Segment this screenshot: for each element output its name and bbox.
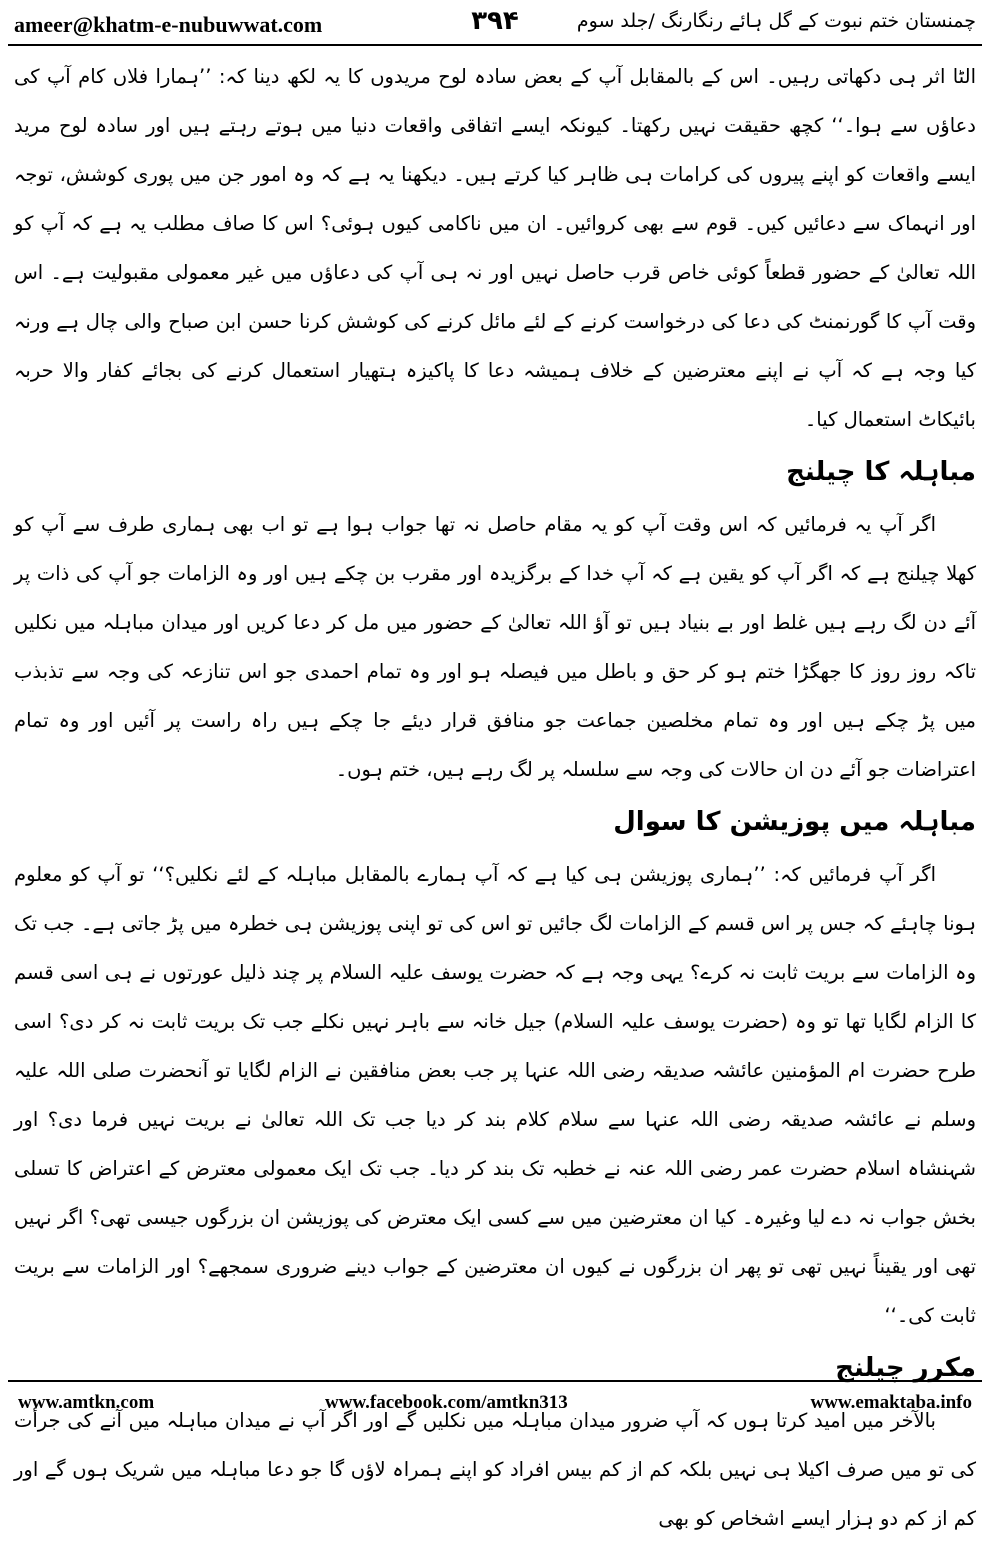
page-footer — [0, 1384, 990, 1420]
body-paragraph: اگر آپ یہ فرمائیں کہ اس وقت آپ کو یہ مقام حاصل نہ تھا جواب ہوا ہے تو اب بھی ہماری طرف سے آپ کو کھلا چیلنج ہے کہ اگر آپ کو یقین ہے کہ آپ خدا کے برگزیدہ اور مقرب بن چکے ہیں اور وہ الزامات جو آپ کی ذات پر آئے دن لگ رہے ہیں غلط اور بے بنیاد ہیں تو آؤ اللہ تعالیٰ کے حضور میں مل کر دعا کریں اور میدان مباہلہ میں نکلیں تاکہ روز روز کا جھگڑا ختم ہو کر حق و باطل میں فیصلہ ہو اور وہ تمام احمدی جو اس تنازعہ کی وجہ سے تذبذب میں پڑ چکے ہیں اور وہ تمام مخلصین جماعت جو منافق قرار دیئے جا چکے ہیں راہ راست پر آئیں اور وہ تمام اعتراضات جو آئے دن ان حالات کی وجہ سے سلسلہ پر لگ رہے ہیں، ختم ہوں۔ — [14, 513, 976, 781]
footer-website-link[interactable]: www.amtkn.com — [18, 1392, 155, 1413]
header-divider — [8, 44, 982, 46]
book-title: چمنستان ختم نبوت کے گل ہائے رنگارنگ /جلد سوم — [576, 10, 976, 32]
footer-emaktaba-link[interactable]: www.emaktaba.info — [810, 1392, 972, 1413]
header-email: ameer@khatm-e-nubuwwat.com — [14, 12, 323, 37]
page-number: ۳۹۴ — [471, 6, 519, 36]
section-heading-position-question: مباہلہ میں پوزیشن کا سوال — [613, 807, 976, 837]
footer-facebook-link[interactable]: www.facebook.com/amtkn313 — [325, 1392, 568, 1413]
body-paragraph: بالآخر میں امید کرتا ہوں کہ آپ ضرور میدان مباہلہ میں نکلیں گے اور اگر آپ نے میدان مباہلہ میں آنے کی جرأت کی تو میں صرف اکیلا ہی نہیں بلکہ کم از کم بیس افراد کو اپنے ہمراہ لاؤں گا جو دعا مباہلہ میں شریک ہوں گے اور کم از کم دو ہزار ایسے اشخاص کو بھی — [14, 1409, 976, 1530]
footer-divider — [8, 1380, 982, 1382]
section-heading-repeated-challenge: مکرر چیلنج — [835, 1353, 976, 1383]
page-header — [0, 0, 990, 44]
body-paragraph: الٹا اثر ہی دکھاتی رہیں۔ اس کے بالمقابل آپ کے بعض سادہ لوح مریدوں کا یہ لکھ دینا کہ: ’’ہمارا فلاں کام آپ کی دعاؤں سے ہوا۔‘‘ کچھ حقیقت نہیں رکھتا۔ کیونکہ ایسے اتفاقی واقعات دنیا میں ہوتے رہتے ہیں اور سادہ لوح مرید ایسے واقعات کو اپنے پیروں کی کرامات ہی ظاہر کیا کرتے ہیں۔ دیکھنا یہ ہے کہ وہ امور جن میں پوری کوشش، توجہ اور انہماک سے دعائیں کیں۔ قوم سے بھی کروائیں۔ ان میں ناکامی کیوں ہوئی؟ اس کا صاف مطلب یہ ہے کہ آپ کو اللہ تعالیٰ کے حضور قطعاً کوئی خاص قرب حاصل نہیں اور نہ ہی آپ کی دعاؤں میں غیر معمولی مقبولیت ہے۔ اس وقت آپ کا گورنمنٹ کی دعا کی درخواست کرنے کے لئے مائل کرنے کی کوشش کرنا حسن ابن صباح والی چال ہے ورنہ کیا وجہ ہے کہ آپ نے اپنے معترضین کے خلاف ہمیشہ دعا کا پاکیزہ ہتھیار استعمال کرنے کی بجائے کفار والا حربہ بائیکاٹ استعمال کیا۔ — [14, 65, 976, 431]
body-paragraph: اگر آپ فرمائیں کہ: ’’ہماری پوزیشن ہی کیا ہے کہ آپ ہمارے بالمقابل مباہلہ کے لئے نکلیں؟‘‘ تو آپ کو معلوم ہونا چاہئے کہ جس پر اس قسم کے الزامات لگ جائیں تو اس کی تو اپنی پوزیشن ہی خطرہ میں پڑ جاتی ہے۔ جب تک وہ الزامات سے بریت ثابت نہ کرے؟ یہی وجہ ہے کہ حضرت یوسف علیہ السلام پر چند ذلیل عورتوں نے ہی اسی قسم کا الزام لگایا تھا تو وہ (حضرت یوسف علیہ السلام) جیل خانہ سے باہر نہیں نکلے جب تک بریت ثابت نہ کر دی؟ اسی طرح حضرت ام المؤمنین عائشہ صدیقہ رضی اللہ عنہا پر جب بعض منافقین نے الزام لگایا تو آنحضرت صلی اللہ علیہ وسلم نے عائشہ صدیقہ رضی اللہ عنہا سے سلام کلام بند کر دیا جب تک اللہ تعالیٰ نے بریت نہیں فرما دی؟ اور شہنشاہ اسلام حضرت عمر رضی اللہ عنہ نے خطبہ تک بند کر دیا۔ جب تک ایک معمولی معترض کے اعتراض کا تسلی بخش جواب نہ دے لیا وغیرہ۔ کیا ان معترضین میں سے کسی ایک معترض کی پوزیشن ان بزرگوں جیسی تھی؟ اگر نہیں تھی اور یقیناً نہیں تھی تو پھر ان بزرگوں نے کیوں ان معترضین کے جواب دینے ضروری سمجھے؟ اور الزامات سے بریت ثابت کی۔‘‘ — [14, 863, 976, 1327]
section-heading-mubahala-challenge: مباہلہ کا چیلنج — [786, 457, 976, 487]
